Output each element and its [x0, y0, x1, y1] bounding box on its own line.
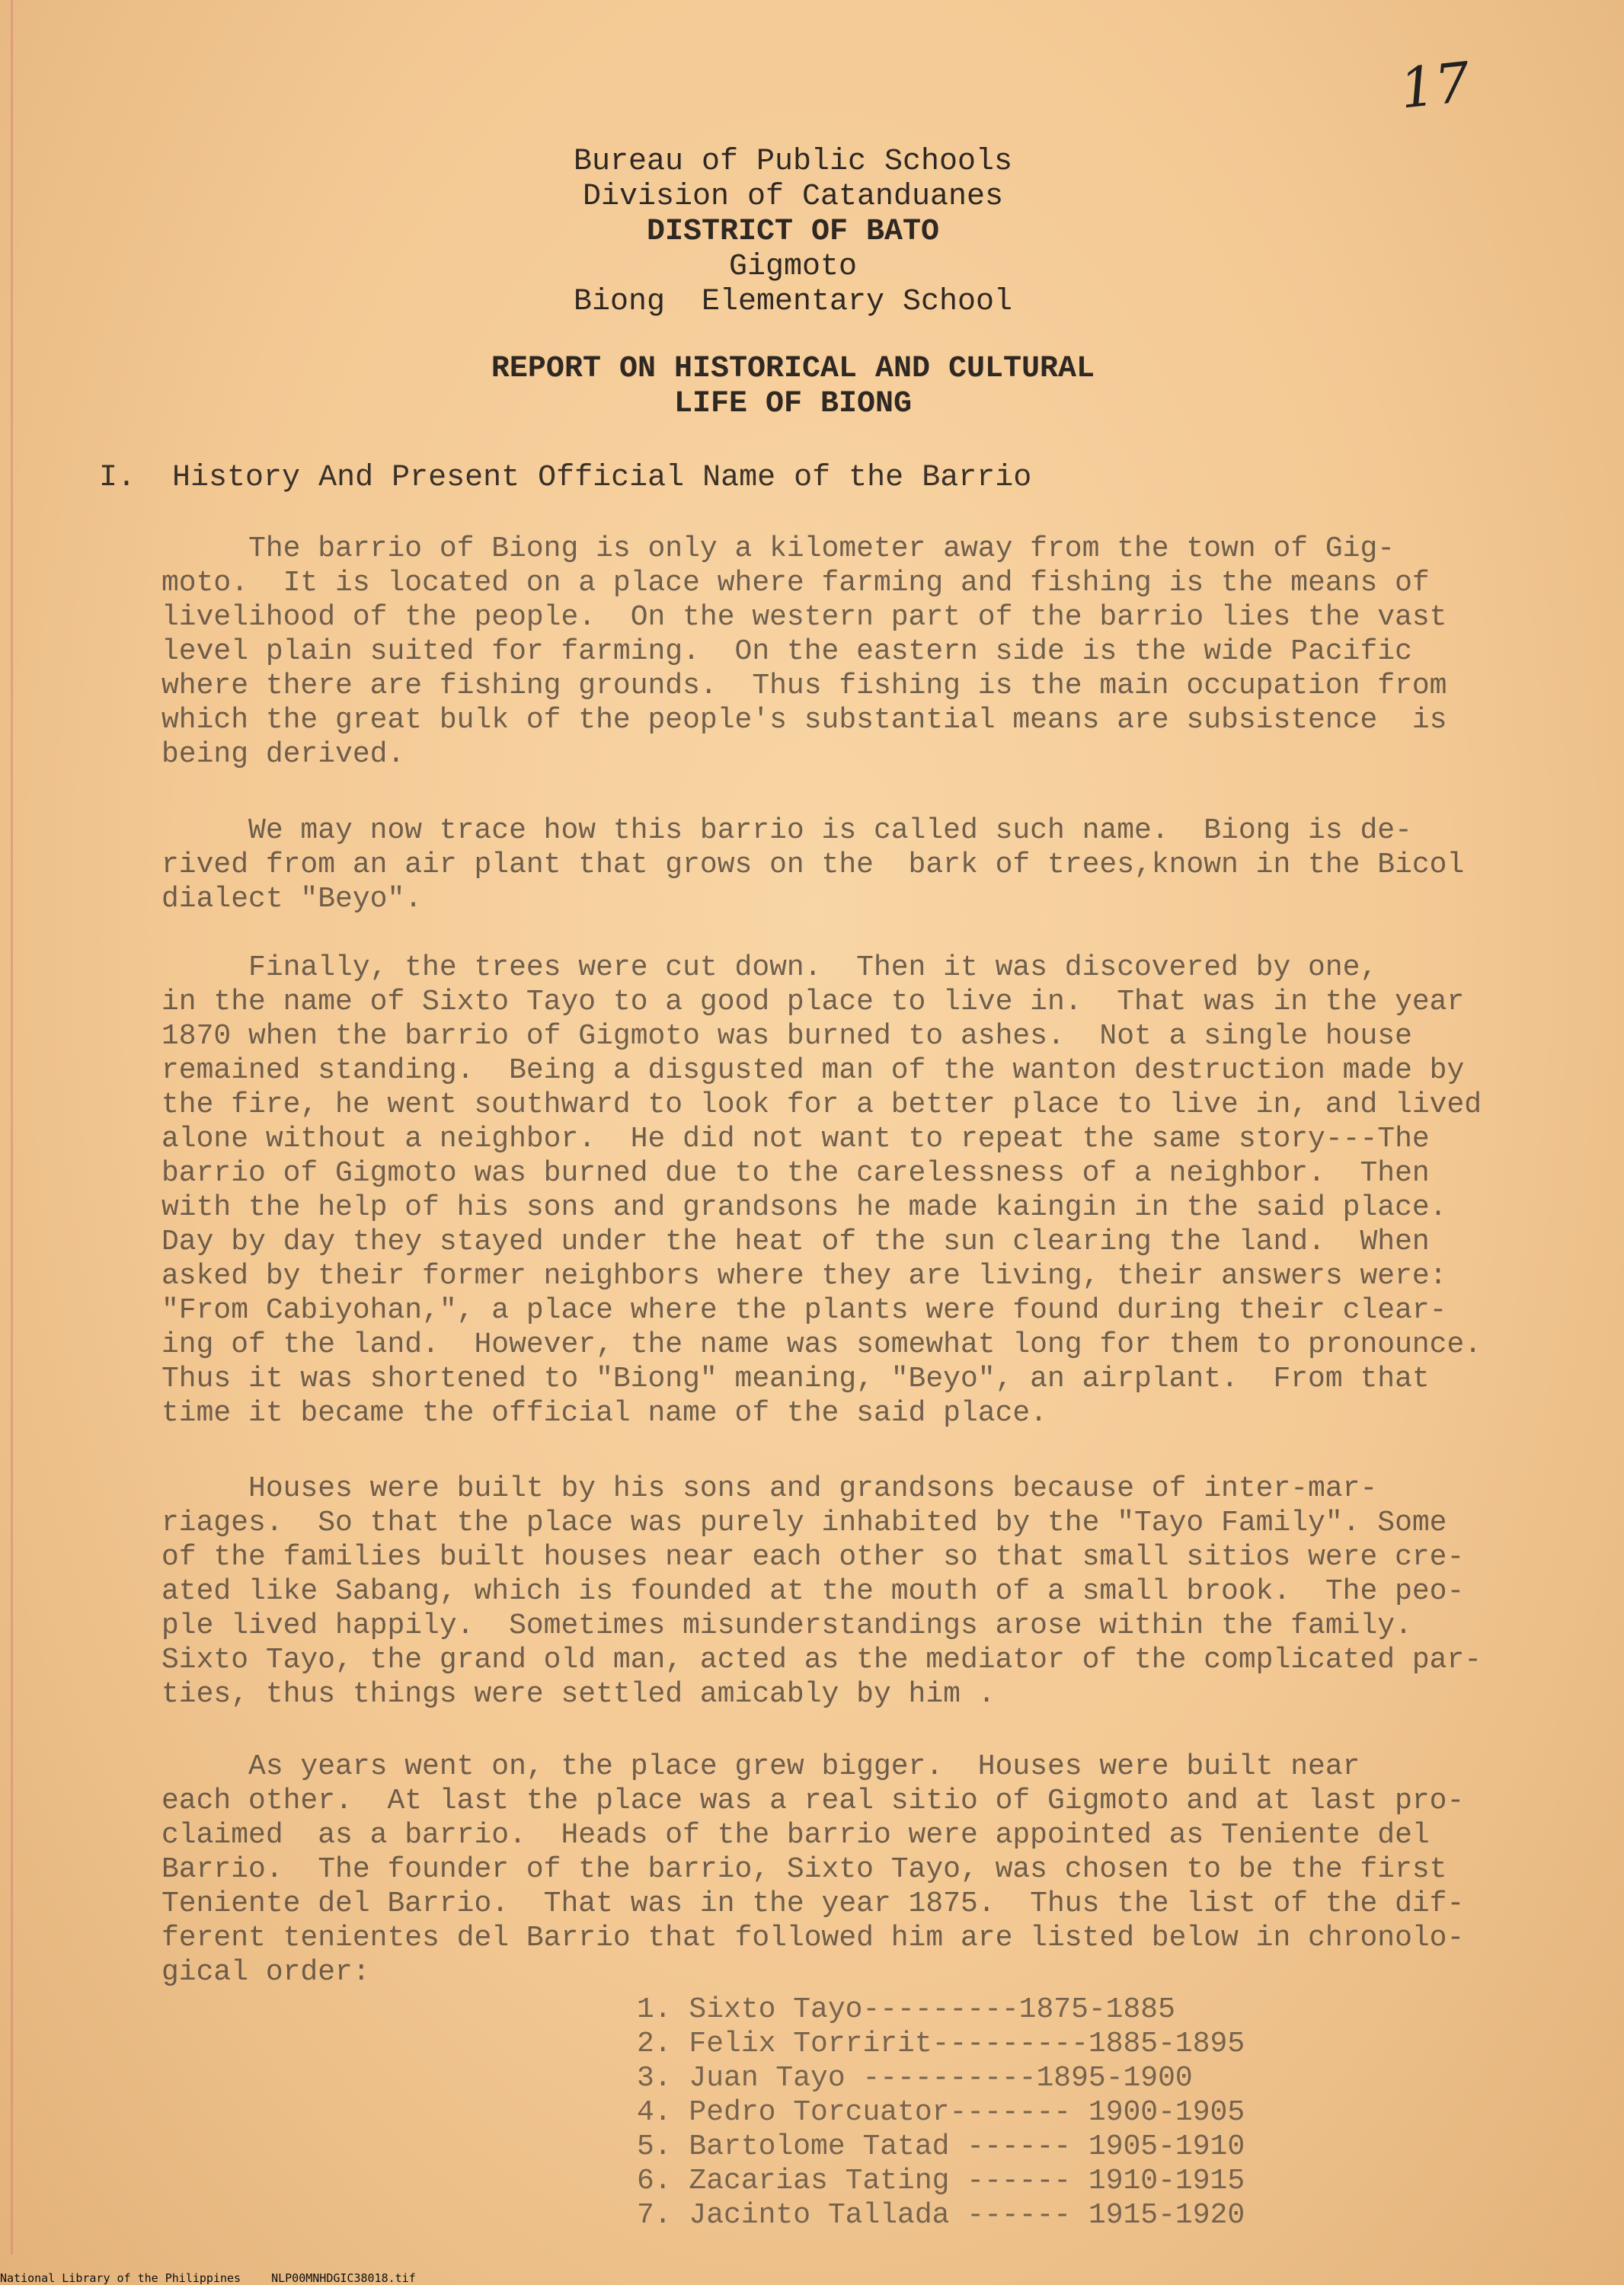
- text-line: Sixto Tayo, the grand old man, acted as the mediator of the complicated par-: [161, 1644, 1482, 1676]
- text-line: ing of the land. However, the name was somewhat long for them to pronounce.: [161, 1328, 1482, 1361]
- text-line: where there are fishing grounds. Thus fishing is the main occupation from: [161, 670, 1447, 702]
- text-line: barrio of Gigmoto was burned due to the carelessness of a neighbor. Then: [161, 1157, 1430, 1190]
- text-line: riages. So that the place was purely inhabited by the "Tayo Family". Some: [161, 1507, 1447, 1539]
- margin-line: [11, 0, 13, 2255]
- text-line: ferent tenientes del Barrio that followed him are listed below in chronolo-: [161, 1922, 1465, 1954]
- text-line: alone without a neighbor. He did not want to repeat the same story---The: [161, 1123, 1430, 1155]
- text-line: claimed as a barrio. Heads of the barrio were appointed as Teniente del: [161, 1819, 1430, 1852]
- list-item: 7. Jacinto Tallada ------ 1915-1920: [637, 2199, 1245, 2232]
- title-line-1: REPORT ON HISTORICAL AND CULTURAL: [491, 352, 1095, 386]
- text-line: which the great bulk of the people's substantial means are subsistence is: [161, 704, 1447, 737]
- paragraph-3: [161, 951, 1548, 1430]
- text-line: As years went on, the place grew bigger. Houses were built near: [161, 1750, 1360, 1783]
- text-line: being derived.: [161, 738, 405, 771]
- text-line: Teniente del Barrio. That was in the year 1875. Thus the list of the dif-: [161, 1887, 1465, 1920]
- list-item: 2. Felix Torririt---------1885-1895: [637, 2028, 1245, 2060]
- text-line: dialect "Beyo".: [161, 883, 423, 916]
- text-line: moto. It is located on a place where farming and fishing is the means of: [161, 567, 1430, 599]
- list-item: 1. Sixto Tayo---------1875-1885: [637, 1993, 1175, 2026]
- text-line: Finally, the trees were cut down. Then it was discovered by one,: [161, 951, 1378, 984]
- page-number: 17: [1396, 50, 1473, 121]
- text-line: remained standing. Being a disgusted man of the wanton destruction made by: [161, 1054, 1465, 1087]
- text-line: level plain suited for farming. On the eastern side is the wide Pacific: [161, 635, 1412, 668]
- text-line: the fire, he went southward to look for a better place to live in, and lived: [161, 1088, 1482, 1121]
- header-town: Gigmoto: [728, 250, 858, 284]
- list-item: 3. Juan Tayo ----------1895-1900: [637, 2062, 1193, 2095]
- document-header: [0, 145, 1586, 320]
- section-heading: [99, 461, 1031, 495]
- footer-library: National Library of the Philippines: [0, 2271, 241, 2285]
- text-line: with the help of his sons and grandsons he made kaingin in the said place.: [161, 1191, 1447, 1224]
- header-bureau: Bureau of Public Schools: [573, 145, 1013, 179]
- paragraph-5: [161, 1750, 1548, 1989]
- title-line-2: LIFE OF BIONG: [673, 387, 913, 421]
- text-line: ated like Sabang, which is founded at the mouth of a small brook. The peo-: [161, 1575, 1465, 1608]
- text-line: each other. At last the place was a real sitio of Gigmoto and at last pro-: [161, 1785, 1465, 1817]
- list-item: 5. Bartolome Tatad ------ 1905-1910: [637, 2130, 1245, 2163]
- tenientes-list: [637, 1993, 1245, 2232]
- list-item: 6. Zacarias Tating ------ 1910-1915: [637, 2165, 1245, 2197]
- footer-filename: NLP00MNHDGIC38018.tif: [271, 2271, 416, 2285]
- section-title: History And Present Official Name of the Barrio: [172, 461, 1032, 495]
- text-line: ties, thus things were settled amicably by him .: [161, 1678, 996, 1711]
- list-item: 4. Pedro Torcuator------- 1900-1905: [637, 2096, 1245, 2129]
- text-line: in the name of Sixto Tayo to a good place to live in. That was in the year: [161, 986, 1465, 1018]
- text-line: The barrio of Biong is only a kilometer away from the town of Gig-: [161, 532, 1395, 565]
- text-line: gical order:: [161, 1956, 370, 1989]
- header-school: Biong Elementary School: [573, 285, 1013, 319]
- text-line: rived from an air plant that grows on the bark of trees,known in the Bicol: [161, 848, 1465, 881]
- text-line: of the families built houses near each other so that small sitios were cre-: [161, 1541, 1465, 1574]
- scan-footer: [0, 2271, 446, 2285]
- report-title: [0, 352, 1586, 422]
- text-line: livelihood of the people. On the western part of the barrio lies the vast: [161, 601, 1447, 634]
- text-line: asked by their former neighbors where they are living, their answers were:: [161, 1260, 1447, 1293]
- section-number: I.: [99, 461, 136, 495]
- paragraph-1: [161, 532, 1548, 772]
- paragraph-4: [161, 1472, 1548, 1711]
- text-line: Barrio. The founder of the barrio, Sixto Tayo, was chosen to be the first: [161, 1853, 1447, 1886]
- paragraph-2: [161, 813, 1548, 916]
- text-line: 1870 when the barrio of Gigmoto was burned to ashes. Not a single house: [161, 1020, 1412, 1053]
- text-line: "From Cabiyohan,", a place where the plants were found during their clear-: [161, 1294, 1447, 1327]
- header-district: DISTRICT OF BATO: [646, 215, 940, 249]
- text-line: Houses were built by his sons and grandsons because of inter-mar-: [161, 1472, 1378, 1505]
- header-division: Division of Catanduanes: [582, 180, 1004, 214]
- text-line: time it became the official name of the said place.: [161, 1397, 1047, 1430]
- text-line: Thus it was shortened to "Biong" meaning, "Beyo", an airplant. From that: [161, 1363, 1430, 1395]
- text-line: We may now trace how this barrio is called such name. Biong is de-: [161, 814, 1412, 847]
- text-line: Day by day they stayed under the heat of the sun clearing the land. When: [161, 1226, 1430, 1258]
- text-line: ple lived happily. Sometimes misunderstandings arose within the family.: [161, 1609, 1412, 1642]
